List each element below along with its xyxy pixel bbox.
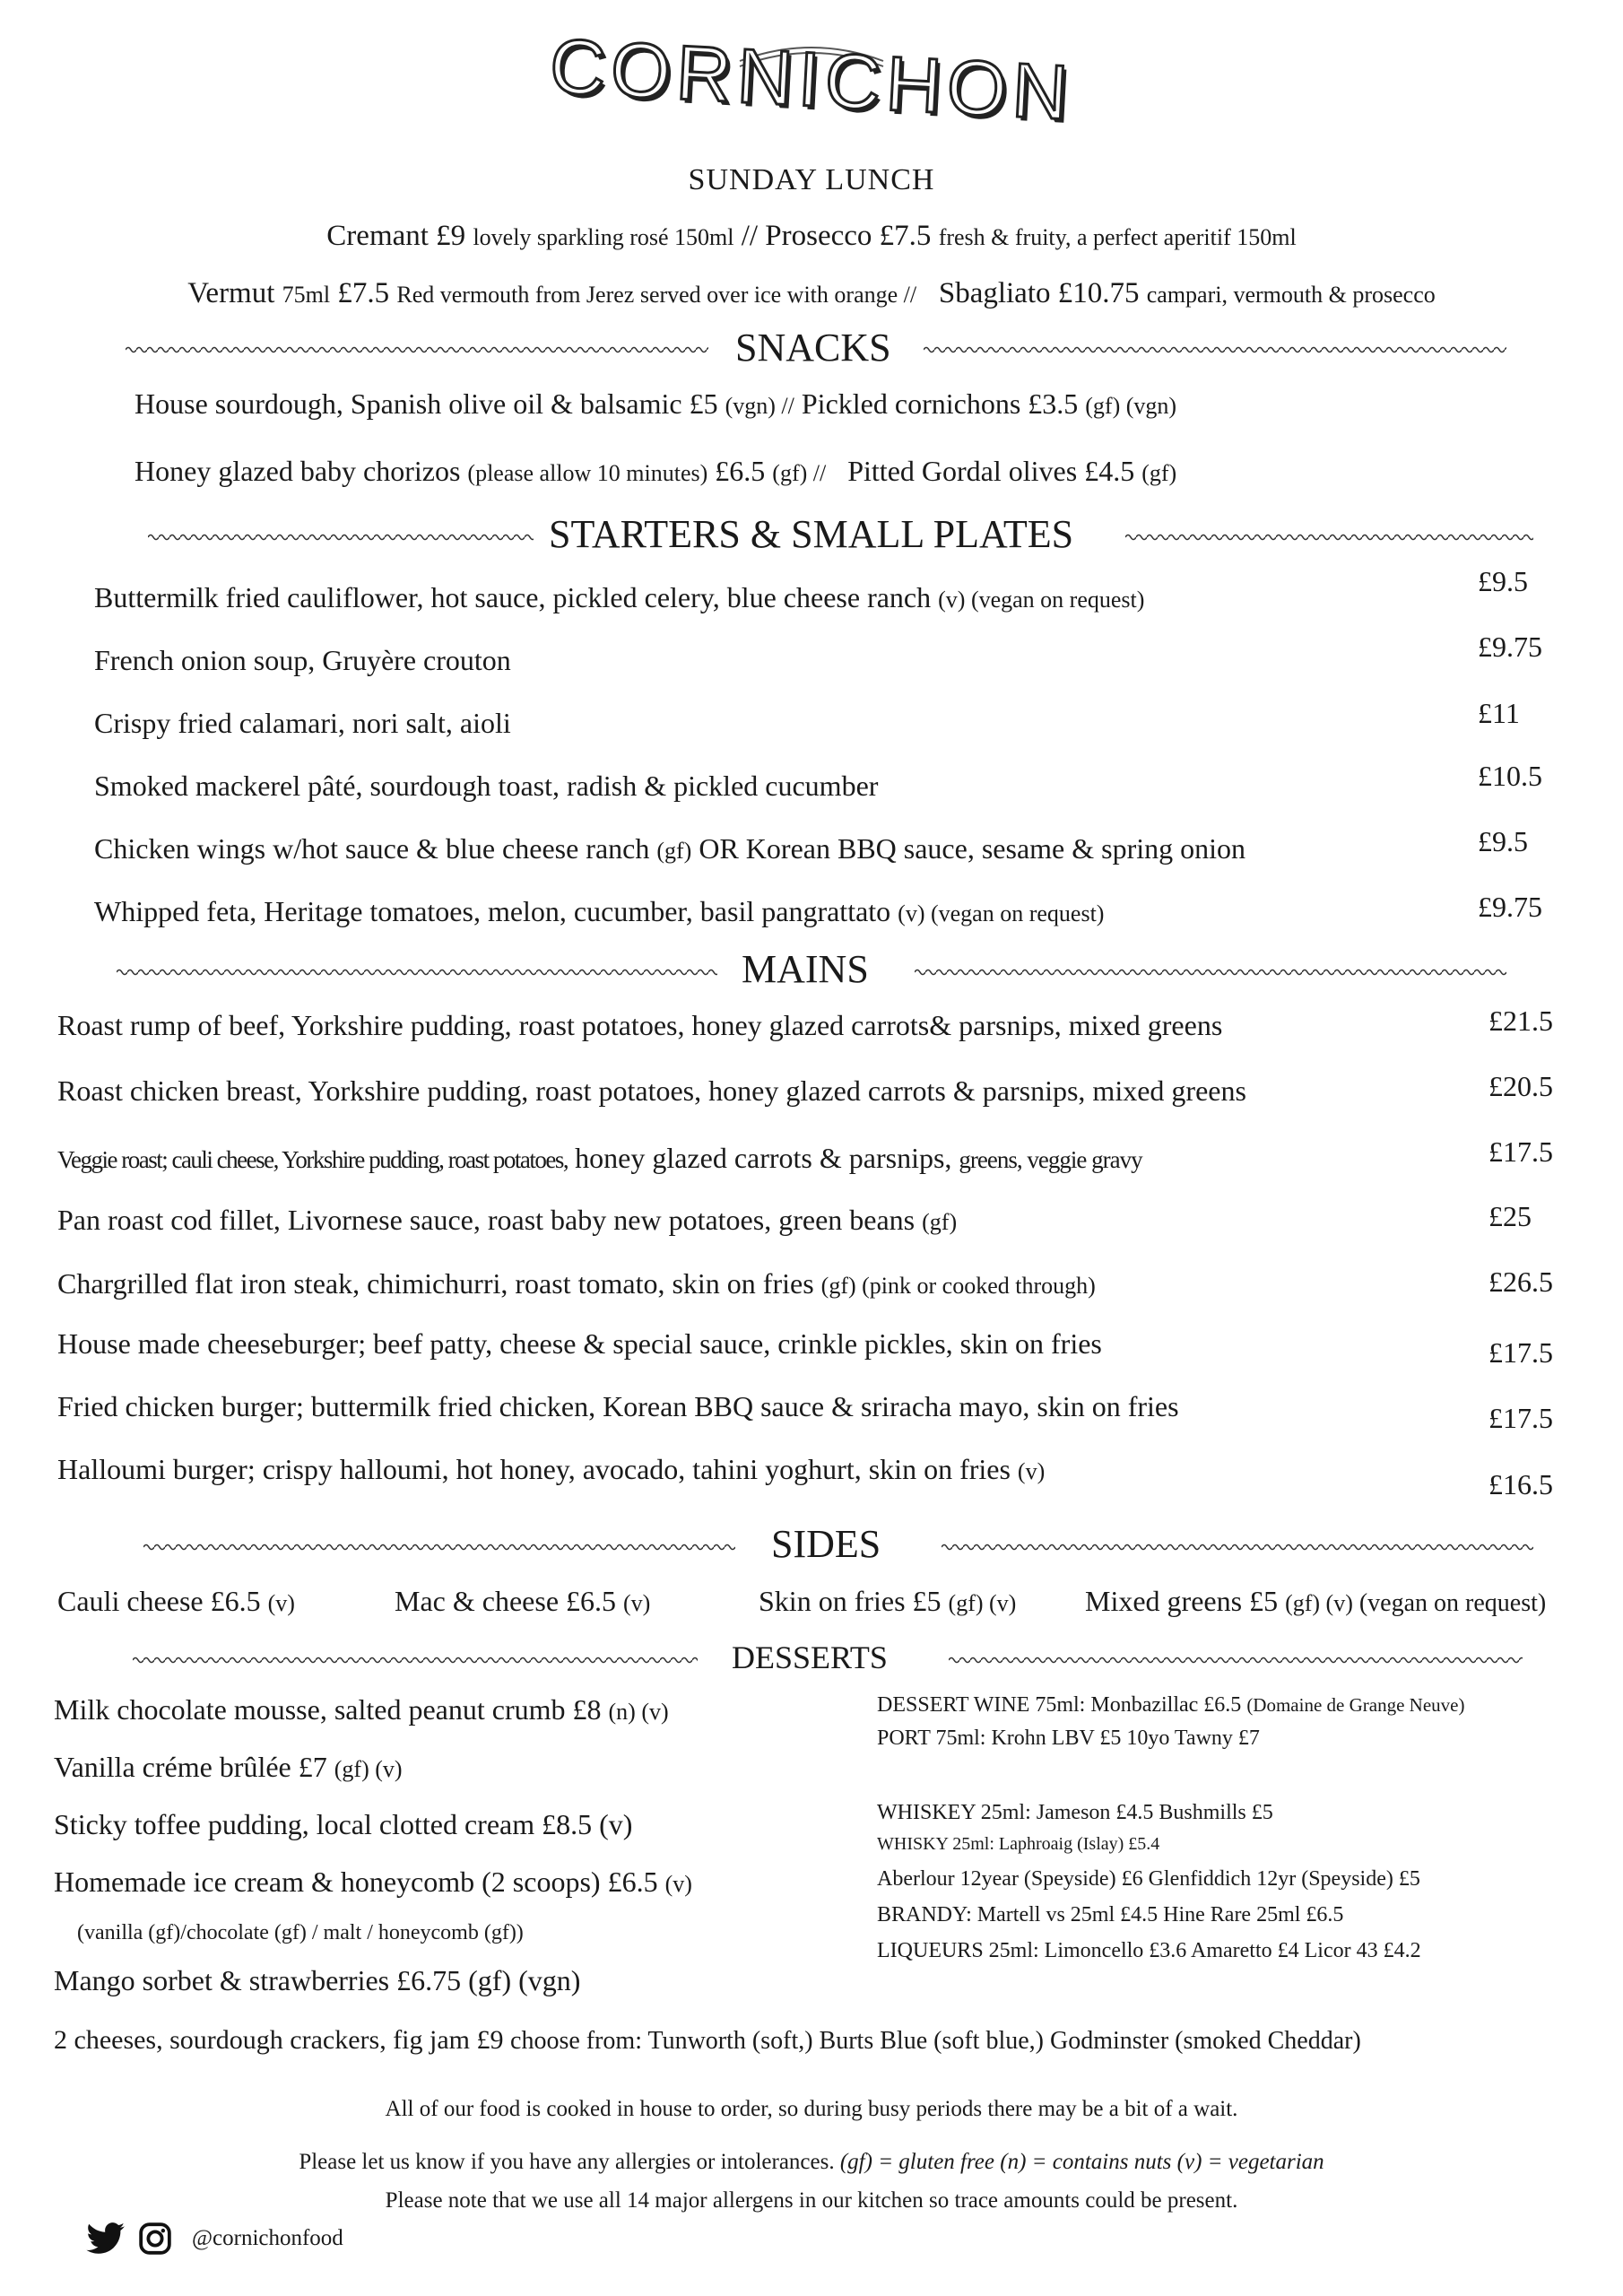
item-name: Milk chocolate mousse, salted peanut crumb £8 [54,1693,609,1726]
starter-item [94,770,878,803]
social-links [86,2222,343,2256]
item-price: £17.5 [1488,1135,1553,1168]
snacks-line-2 [135,455,1176,488]
vermut-size: 75ml [282,282,331,308]
vermut-price: £7.5 [330,277,397,309]
item-name: Halloumi burger; crispy halloumi, hot honey, avocado, tahini yoghurt, skin on fries [57,1453,1018,1485]
allergy-key: (gf) = gluten free (n) = contains nuts (v) = vegetarian [839,2150,1324,2174]
item-name: Chicken wings w/hot sauce & blue cheese ranch [94,832,657,865]
starter-item [94,707,511,740]
main-item [57,1074,1246,1108]
divider-squiggle [126,344,708,356]
item-name: Whipped feta, Heritage tomatoes, melon, cucumber, basil pangrattato [94,895,898,927]
item-price: £11 [1478,697,1520,729]
diet-tag: (gf) (vgn) [468,1964,581,1996]
divider-squiggle [949,1654,1523,1666]
whiskey: WHISKEY 25ml: Jameson £4.5 Bushmills £5 [877,1801,1273,1824]
item-price: £21.5 [1488,1004,1553,1037]
starter-item [94,895,1104,928]
item-name: Mixed greens £5 [1085,1585,1286,1617]
item-name: Fried chicken burger; buttermilk fried chicken, Korean BBQ sauce & sriracha mayo, skin on fries [57,1390,1179,1422]
desserts-heading: DESSERTS [732,1639,888,1675]
diet-tag: (v) [623,1590,651,1616]
cremant-label: Cremant £9 [326,220,473,252]
starter-item [94,832,1245,865]
main-item [57,1009,1222,1042]
prosecco-note: fresh & fruity, a perfect aperitif 150ml [938,224,1297,250]
item-price: £9.75 [1478,891,1542,923]
cheese-item [54,2025,1361,2056]
footer-cooked-note: All of our food is cooked in house to order, so during busy periods there may be a bit of a wait. [385,2097,1238,2121]
diet-tag: (v) [664,1871,692,1897]
item-name: Cauli cheese £6.5 [57,1585,268,1617]
item-name-cont: honey glazed carrots & parsnips, [568,1142,959,1174]
diet-tag: (v) (vegan on request) [898,900,1105,926]
vermut-note: Red vermouth from Jerez served over ice with orange // [396,282,917,308]
main-item [57,1327,1102,1361]
diet-tag: (gf) // [772,460,827,486]
aperitif-line-2 [0,277,1623,310]
main-item [57,1453,1045,1486]
divider-squiggle [143,1541,735,1553]
side-item [1085,1585,1546,1618]
item-name: Chargrilled flat iron steak, chimichurri, roast tomato, skin on fries [57,1267,821,1300]
divider-squiggle [117,966,717,978]
divider-squiggle [924,344,1506,356]
starter-item [94,644,511,677]
aperitif-line-1 [0,220,1623,253]
side-item [57,1585,295,1618]
snacks-line-1 [135,387,1176,421]
snacks-heading: SNACKS [735,326,891,370]
ice-cream-flavours: (vanilla (gf)/chocolate (gf) / malt / honeycomb (gf)) [77,1921,524,1944]
item-price: £20.5 [1488,1070,1553,1102]
instagram-icon[interactable] [138,2222,172,2256]
dessert-item [54,1693,669,1726]
item-name: Vanilla créme brûlée £7 [54,1751,334,1783]
separator: // [733,220,766,252]
dessert-item [54,1808,632,1841]
item-name: Buttermilk fried cauliflower, hot sauce, pickled celery, blue cheese ranch [94,581,939,613]
snack-item: Pickled cornichons £3.5 [801,387,1086,420]
footer-allergen-note: Please note that we use all 14 major allergens in our kitchen so trace amounts could be present. [385,2188,1238,2213]
diet-tag: (gf) (v) [948,1590,1017,1616]
divider-squiggle [148,531,534,544]
item-name: Veggie roast; cauli cheese, Yorkshire pudding, roast potatoes, [57,1146,568,1173]
diet-tag: (v) [1017,1458,1046,1484]
dessert-item [54,1964,580,1997]
main-item [57,1390,1179,1423]
item-name: Roast chicken breast, Yorkshire pudding, roast potatoes, honey glazed carrots & parsnips, mixed greens [57,1074,1246,1107]
brandy: BRANDY: Martell vs 25ml £4.5 Hine Rare 25ml £6.5 [877,1903,1344,1926]
item-name: French onion soup, Gruyère crouton [94,644,511,676]
item-name: Pan roast cod fillet, Livornese sauce, roast baby new potatoes, green beans [57,1204,923,1236]
prosecco-label: Prosecco £7.5 [765,220,939,252]
item-price: £10.5 [1478,760,1542,792]
diet-tag: (gf) (v) [334,1756,403,1782]
divider-squiggle [1125,531,1533,544]
dessert-wine [877,1693,1464,1718]
dessert-item [54,1866,692,1899]
side-item [395,1585,650,1618]
item-name-cont: OR Korean BBQ sauce, sesame & spring onion [691,832,1246,865]
main-item [57,1142,1142,1175]
diet-tag: (gf) (vgn) [1085,393,1177,419]
item-name: 2 cheeses, sourdough crackers, fig jam £9 [54,2025,511,2055]
item-price: £25 [1488,1200,1532,1232]
item-name: Mango sorbet & strawberries £6.75 [54,1964,469,1996]
sbagliato-label: Sbagliato £10.75 [938,277,1147,309]
item-name-cont: greens, veggie gravy [959,1146,1142,1173]
divider-squiggle [915,966,1506,978]
diet-tag: (gf) [1141,460,1177,486]
item-price: £16.5 [1488,1468,1553,1500]
twitter-icon[interactable] [86,2222,126,2255]
whisky: WHISKY 25ml: Laphroaig (Islay) £5.4 [877,1834,1160,1854]
main-item [57,1204,957,1237]
snack-item: Pitted Gordal olives £4.5 [847,455,1142,487]
scotch: Aberlour 12year (Speyside) £6 Glenfiddich 12yr (Speyside) £5 [877,1867,1420,1891]
item-price: £9.75 [1478,631,1542,663]
cheese-note: choose from: Tunworth (soft,) Burts Blue (soft blue,) Godminster (smoked Cheddar) [510,2027,1361,2055]
liqueurs: LIQUEURS 25ml: Limoncello £3.6 Amaretto £4 Licor 43 £4.2 [877,1939,1421,1962]
item-price: £17.5 [1488,1336,1553,1369]
item-name: House made cheeseburger; beef patty, cheese & special sauce, crinkle pickles, skin on fries [57,1327,1102,1360]
footer-allergy-note [0,2150,1623,2175]
item-name: Sticky toffee pudding, local clotted cream £8.5 [54,1808,600,1840]
diet-tag: (vgn) // [725,393,794,419]
sbagliato-note: campari, vermouth & prosecco [1146,282,1436,308]
diet-tag: (gf) [656,838,692,864]
item-name: Roast rump of beef, Yorkshire pudding, roast potatoes, honey glazed carrots& parsnips, mixed greens [57,1009,1223,1041]
item-price: £26.5 [1488,1265,1553,1298]
snack-note: (please allow 10 minutes) [467,460,708,486]
item-name: Mac & cheese £6.5 [395,1585,624,1617]
dessert-item [54,1751,403,1784]
diet-tag: (gf) (pink or cooked through) [820,1273,1096,1299]
diet-tag: (v) (vegan on request) [938,587,1145,613]
item-price: £17.5 [1488,1402,1553,1434]
snack-price: £6.5 [707,455,773,487]
item-name: Homemade ice cream & honeycomb (2 scoops) £6.5 [54,1866,665,1898]
vermut-label: Vermut [187,277,282,309]
diet-tag: (v) [267,1590,295,1616]
diet-tag: (gf) (v) [1285,1590,1353,1616]
drink-line: DESSERT WINE 75ml: Monbazillac £6.5 [877,1693,1247,1717]
logo-container [0,22,1623,137]
port: PORT 75ml: Krohn LBV £5 10yo Tawny £7 [877,1726,1260,1750]
restaurant-logo: CORNICHON [547,22,1076,137]
sides-heading: SIDES [771,1522,881,1566]
starters-heading: STARTERS & SMALL PLATES [549,512,1074,556]
menu-title: SUNDAY LUNCH [688,163,935,196]
item-price: £9.5 [1478,825,1528,857]
diet-tag: (gf) [922,1209,958,1235]
item-price: £9.5 [1478,565,1528,597]
drink-note: (Domaine de Grange Neuve) [1246,1694,1465,1716]
item-name: Crispy fried calamari, nori salt, aioli [94,707,511,739]
diet-tag: (v) [599,1808,633,1840]
allergy-text: Please let us know if you have any allergies or intolerances. [299,2150,840,2174]
snack-item: House sourdough, Spanish olive oil & balsamic £5 [135,387,725,420]
divider-squiggle [133,1654,698,1666]
main-item [57,1267,1096,1300]
item-name: Smoked mackerel pâté, sourdough toast, radish & pickled cucumber [94,770,879,802]
divider-squiggle [942,1541,1533,1553]
item-name: Skin on fries £5 [759,1585,949,1617]
diet-tag: (vegan on request) [1352,1589,1547,1617]
diet-tag: (n) (v) [608,1699,669,1725]
side-item [759,1585,1016,1618]
social-handle[interactable]: @cornichonfood [192,2226,343,2250]
cremant-note: lovely sparkling rosé 150ml [473,224,734,250]
snack-item: Honey glazed baby chorizos [135,455,468,487]
mains-heading: MAINS [742,947,869,991]
starter-item [94,581,1144,614]
